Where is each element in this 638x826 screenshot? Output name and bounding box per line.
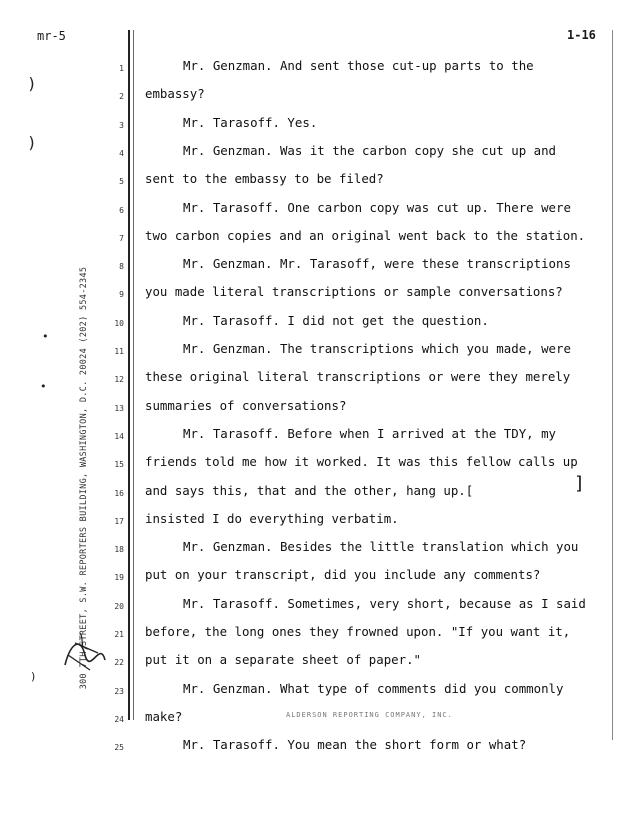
transcript-line: Mr. Tarasoff. Yes. bbox=[183, 114, 318, 130]
transcript-line: sent to the embassy to be filed? bbox=[145, 171, 384, 187]
transcript-line: before, the long ones they frowned upon. "If you want it, bbox=[145, 624, 571, 639]
line-number: 23 bbox=[114, 686, 124, 696]
transcript-line: these original literal transcriptions or were they merely bbox=[145, 369, 571, 385]
line-number: 14 bbox=[114, 431, 124, 441]
line-number: 10 bbox=[114, 318, 124, 328]
line-number: 11 bbox=[114, 347, 124, 356]
transcript-line: two carbon copies and an original went back to the station. bbox=[145, 227, 586, 243]
line-number: 12 bbox=[114, 375, 124, 385]
transcript-line: Mr. Tarasoff. One carbon copy was cut up. There were bbox=[183, 199, 571, 215]
scan-mark: • bbox=[40, 380, 47, 393]
transcript-line: put on your transcript, did you include any comments? bbox=[145, 567, 541, 583]
transcript-line: embassy? bbox=[145, 86, 205, 102]
transcript-line: Mr. Genzman. What type of comments did you commonly bbox=[183, 680, 564, 696]
line-number: 3 bbox=[119, 120, 124, 130]
transcript-line: Mr. Tarasoff. Sometimes, very short, because as I said bbox=[183, 595, 586, 611]
line-number: 17 bbox=[114, 516, 124, 526]
scan-mark: ) bbox=[30, 670, 37, 683]
page-header-left: mr-5 bbox=[37, 29, 66, 43]
transcript-line: Mr. Tarasoff. You mean the short form or what? bbox=[183, 737, 527, 753]
transcript-line: friends told me how it worked. It was this fellow calls up bbox=[145, 454, 578, 470]
line-number: 22 bbox=[114, 658, 124, 668]
transcript-line: Mr. Genzman. The transcriptions which you made, were bbox=[183, 341, 571, 356]
line-number: 15 bbox=[114, 460, 124, 470]
line-number: 2 bbox=[119, 92, 124, 102]
line-number: 18 bbox=[114, 545, 124, 555]
line-number: 24 bbox=[114, 714, 124, 724]
line-number: 21 bbox=[114, 630, 124, 639]
right-margin-rule bbox=[612, 30, 613, 740]
transcript-line: Mr. Genzman. Was it the carbon copy she cut up and bbox=[183, 142, 556, 158]
reporting-company-footer: ALDERSON REPORTING COMPANY, INC. bbox=[286, 711, 453, 719]
line-number: 1 bbox=[119, 64, 124, 73]
line-number: 7 bbox=[119, 233, 124, 243]
reporter-address: 300 7TH STREET, S.W. REPORTERS BUILDING, WASHINGTON, D.C. 20024 (202) 554-2345 bbox=[79, 266, 89, 690]
transcript-line: Mr. Genzman. And sent those cut-up parts to the bbox=[183, 58, 534, 73]
line-number: 20 bbox=[114, 601, 124, 611]
transcript-line: put it on a separate sheet of paper." bbox=[145, 652, 422, 668]
transcript-line: summaries of conversations? bbox=[145, 397, 347, 413]
scan-mark: ) bbox=[27, 74, 37, 93]
line-number: 6 bbox=[119, 205, 124, 215]
transcript-line: Mr. Tarasoff. I did not get the question. bbox=[183, 312, 489, 328]
scan-mark: • bbox=[42, 330, 49, 343]
line-number: 13 bbox=[114, 403, 124, 413]
transcript-line: and says this, that and the other, hang up.[ bbox=[145, 482, 474, 498]
line-number: 8 bbox=[119, 262, 124, 272]
line-number: 16 bbox=[114, 488, 124, 498]
transcript-line: Mr. Tarasoff. Before when I arrived at the TDY, my bbox=[183, 425, 556, 441]
transcript-line: you made literal transcriptions or sample conversations? bbox=[145, 284, 563, 300]
transcript-line: Mr. Genzman. Mr. Tarasoff, were these transcriptions bbox=[183, 256, 571, 272]
transcript-line: insisted I do everything verbatim. bbox=[145, 510, 399, 526]
line-number: 5 bbox=[119, 177, 124, 187]
line-number: 4 bbox=[119, 148, 124, 158]
redaction-bracket-close: ] bbox=[574, 473, 585, 494]
line-number: 19 bbox=[114, 573, 124, 583]
scan-mark: ) bbox=[27, 133, 37, 152]
page-number: 1-16 bbox=[567, 28, 596, 42]
left-margin-rule-inner bbox=[133, 30, 134, 720]
handwritten-initials-icon bbox=[60, 625, 110, 675]
transcript-line: make? bbox=[145, 708, 183, 724]
left-margin-rule bbox=[128, 30, 130, 720]
transcript-line: Mr. Genzman. Besides the little translation which you bbox=[183, 539, 579, 555]
line-number: 9 bbox=[119, 290, 124, 300]
line-number: 25 bbox=[114, 743, 124, 753]
